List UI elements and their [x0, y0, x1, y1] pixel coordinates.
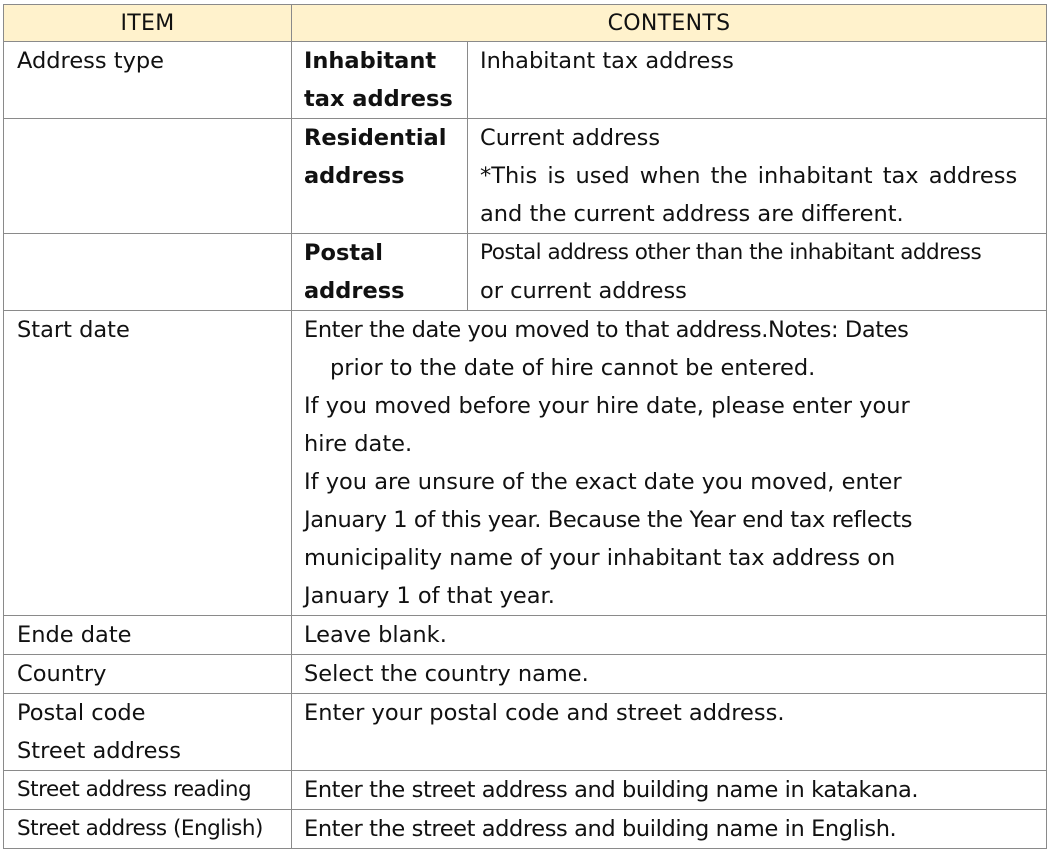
- sub-text-cell: Postal address other than the inhabitant address or current address: [468, 234, 1047, 311]
- item-cell: [4, 234, 292, 311]
- item-cell: [4, 311, 292, 616]
- table-row: [4, 616, 1047, 655]
- sub-text-cell: Inhabitant tax address: [468, 42, 1047, 119]
- item-cell: Ende date: [4, 616, 292, 655]
- item-cell: Country: [4, 655, 292, 694]
- header-row: [4, 5, 1047, 42]
- table-row: [4, 655, 1047, 694]
- item-label: Address type: [17, 48, 165, 74]
- item-cell: Street address reading: [4, 771, 292, 810]
- item-cell: [4, 119, 292, 234]
- item-label: Start date: [17, 317, 130, 343]
- table-row: [4, 694, 1047, 771]
- item-cell: [4, 42, 292, 119]
- contents-cell: Select the country name.: [292, 655, 1047, 694]
- header-contents: CONTENTS: [292, 5, 1047, 42]
- table-row: [4, 810, 1047, 849]
- table-row: [4, 119, 1047, 234]
- contents-cell: Enter your postal code and street address.: [292, 694, 1047, 771]
- address-items-table: [3, 4, 1047, 849]
- item-cell: Street address (English): [4, 810, 292, 849]
- sub-label-cell: Postal address: [292, 234, 468, 311]
- contents-cell: Enter the street address and building name in katakana.: [292, 771, 1047, 810]
- table-row: [4, 311, 1047, 616]
- contents-cell: Enter the date you moved to that address.Notes: Dates prior to the date of hire cannot be entered. If you moved before your hire date, please enter your hire date. If you are unsure of the exact date you moved, enter January 1 of this year. Because the Year end tax reflects municipality name of your inhabitant tax address on January 1 of that year.: [292, 311, 1047, 616]
- header-item: ITEM: [4, 5, 292, 42]
- item-cell: Postal code Street address: [4, 694, 292, 771]
- sub-text-cell: Current address *This is used when the inhabitant tax address and the current address are different.: [468, 119, 1047, 234]
- table-row: [4, 234, 1047, 311]
- sub-label-cell: Residential address: [292, 119, 468, 234]
- contents-cell: Enter the street address and building name in English.: [292, 810, 1047, 849]
- sub-label-cell: Inhabitant tax address: [292, 42, 468, 119]
- table-row: [4, 771, 1047, 810]
- contents-cell: Leave blank.: [292, 616, 1047, 655]
- table-row: [4, 42, 1047, 119]
